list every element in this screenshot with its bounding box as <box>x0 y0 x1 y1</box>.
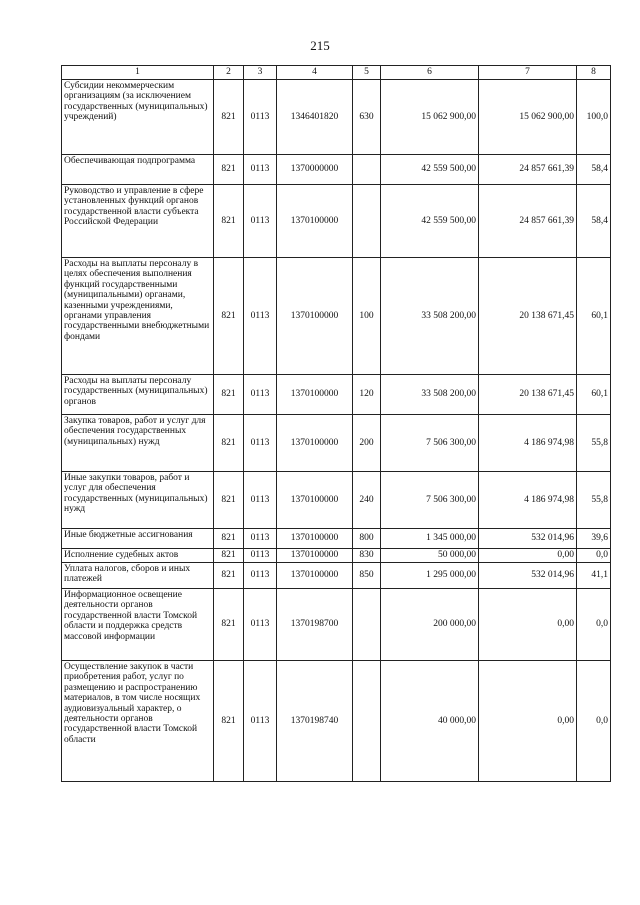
grbs-code-cell: 821 <box>214 80 244 155</box>
grbs-code-cell: 821 <box>214 661 244 782</box>
table-row <box>62 375 611 415</box>
planned-amount-cell: 15 062 900,00 <box>381 80 479 155</box>
planned-amount-cell: 7 506 300,00 <box>381 472 479 529</box>
expense-type-cell: 120 <box>353 375 381 415</box>
table-row <box>62 661 611 782</box>
expense-name-cell: Расходы на выплаты персоналу государственных (муниципальных) органов <box>62 375 214 415</box>
expense-name-cell: Руководство и управление в сфере установленных функций органов государственной власти субъекта Российской Федерации <box>62 185 214 258</box>
grbs-code-cell: 821 <box>214 589 244 661</box>
header-row <box>62 66 611 80</box>
grbs-code-cell: 821 <box>214 258 244 375</box>
table-row <box>62 589 611 661</box>
execution-percent-cell: 0,0 <box>577 589 611 661</box>
section-code-cell: 0113 <box>244 258 277 375</box>
expense-name-cell: Иные бюджетные ассигнования <box>62 529 214 549</box>
executed-amount-cell: 15 062 900,00 <box>479 80 577 155</box>
section-code-cell: 0113 <box>244 375 277 415</box>
target-code-cell: 1370198700 <box>277 589 353 661</box>
planned-amount-cell: 1 345 000,00 <box>381 529 479 549</box>
section-code-cell: 0113 <box>244 549 277 563</box>
table-row <box>62 80 611 155</box>
execution-percent-cell: 55,8 <box>577 415 611 472</box>
section-code-cell: 0113 <box>244 661 277 782</box>
executed-amount-cell: 4 186 974,98 <box>479 472 577 529</box>
table-row <box>62 472 611 529</box>
header-cell: 2 <box>214 66 244 80</box>
grbs-code-cell: 821 <box>214 185 244 258</box>
target-code-cell: 1370000000 <box>277 155 353 185</box>
table-row <box>62 563 611 589</box>
expense-type-cell <box>353 589 381 661</box>
planned-amount-cell: 33 508 200,00 <box>381 258 479 375</box>
target-code-cell: 1370100000 <box>277 563 353 589</box>
section-code-cell: 0113 <box>244 415 277 472</box>
executed-amount-cell: 4 186 974,98 <box>479 415 577 472</box>
execution-percent-cell: 58,4 <box>577 185 611 258</box>
execution-percent-cell: 0,0 <box>577 661 611 782</box>
planned-amount-cell: 200 000,00 <box>381 589 479 661</box>
table-row <box>62 415 611 472</box>
planned-amount-cell: 1 295 000,00 <box>381 563 479 589</box>
expense-name-cell: Иные закупки товаров, работ и услуг для обеспечения государственных (муниципальных) нужд <box>62 472 214 529</box>
header-cell: 3 <box>244 66 277 80</box>
expense-type-cell: 100 <box>353 258 381 375</box>
target-code-cell: 1370100000 <box>277 185 353 258</box>
target-code-cell: 1370100000 <box>277 375 353 415</box>
executed-amount-cell: 24 857 661,39 <box>479 155 577 185</box>
header-cell: 6 <box>381 66 479 80</box>
expense-type-cell: 800 <box>353 529 381 549</box>
section-code-cell: 0113 <box>244 80 277 155</box>
planned-amount-cell: 33 508 200,00 <box>381 375 479 415</box>
expense-name-cell: Обеспечивающая подпрограмма <box>62 155 214 185</box>
table-row <box>62 258 611 375</box>
executed-amount-cell: 0,00 <box>479 661 577 782</box>
execution-percent-cell: 55,8 <box>577 472 611 529</box>
section-code-cell: 0113 <box>244 589 277 661</box>
executed-amount-cell: 532 014,96 <box>479 563 577 589</box>
expense-type-cell <box>353 185 381 258</box>
section-code-cell: 0113 <box>244 529 277 549</box>
table-row <box>62 155 611 185</box>
planned-amount-cell: 50 000,00 <box>381 549 479 563</box>
grbs-code-cell: 821 <box>214 415 244 472</box>
expense-name-cell: Расходы на выплаты персоналу в целях обеспечения выполнения функций государственными (муниципальными) органами, казенными учреждениями, органами управления государственными внебюджетными фондами <box>62 258 214 375</box>
section-code-cell: 0113 <box>244 563 277 589</box>
executed-amount-cell: 532 014,96 <box>479 529 577 549</box>
execution-percent-cell: 41,1 <box>577 563 611 589</box>
page-number: 215 <box>310 38 330 53</box>
executed-amount-cell: 0,00 <box>479 589 577 661</box>
executed-amount-cell: 0,00 <box>479 549 577 563</box>
header-cell: 1 <box>62 66 214 80</box>
expense-name-cell: Информационное освещение деятельности органов государственной власти Томской области и поддержка средств массовой информации <box>62 589 214 661</box>
execution-percent-cell: 39,6 <box>577 529 611 549</box>
executed-amount-cell: 20 138 671,45 <box>479 375 577 415</box>
budget-table <box>61 65 611 782</box>
target-code-cell: 1370100000 <box>277 415 353 472</box>
grbs-code-cell: 821 <box>214 375 244 415</box>
table-row <box>62 529 611 549</box>
grbs-code-cell: 821 <box>214 472 244 529</box>
execution-percent-cell: 60,1 <box>577 375 611 415</box>
expense-type-cell: 850 <box>353 563 381 589</box>
target-code-cell: 1370100000 <box>277 472 353 529</box>
section-code-cell: 0113 <box>244 185 277 258</box>
expense-type-cell: 630 <box>353 80 381 155</box>
header-cell: 8 <box>577 66 611 80</box>
expense-name-cell: Уплата налогов, сборов и иных платежей <box>62 563 214 589</box>
planned-amount-cell: 40 000,00 <box>381 661 479 782</box>
execution-percent-cell: 0,0 <box>577 549 611 563</box>
execution-percent-cell: 100,0 <box>577 80 611 155</box>
expense-name-cell: Закупка товаров, работ и услуг для обеспечения государственных (муниципальных) нужд <box>62 415 214 472</box>
target-code-cell: 1370100000 <box>277 549 353 563</box>
execution-percent-cell: 58,4 <box>577 155 611 185</box>
expense-type-cell: 240 <box>353 472 381 529</box>
grbs-code-cell: 821 <box>214 155 244 185</box>
expense-name-cell: Осуществление закупок в части приобретения работ, услуг по размещению и распространению материалов, в том числе носящих аудиовизуальный характер, о деятельности органов государственной власти Томской области <box>62 661 214 782</box>
expense-name-cell: Субсидии некоммерческим организациям (за исключением государственных (муниципальных) учреждений) <box>62 80 214 155</box>
target-code-cell: 1346401820 <box>277 80 353 155</box>
planned-amount-cell: 42 559 500,00 <box>381 185 479 258</box>
header-cell: 4 <box>277 66 353 80</box>
section-code-cell: 0113 <box>244 472 277 529</box>
expense-type-cell <box>353 661 381 782</box>
expense-type-cell: 200 <box>353 415 381 472</box>
planned-amount-cell: 7 506 300,00 <box>381 415 479 472</box>
target-code-cell: 1370198740 <box>277 661 353 782</box>
execution-percent-cell: 60,1 <box>577 258 611 375</box>
target-code-cell: 1370100000 <box>277 529 353 549</box>
expense-name-cell: Исполнение судебных актов <box>62 549 214 563</box>
expense-type-cell <box>353 155 381 185</box>
grbs-code-cell: 821 <box>214 563 244 589</box>
planned-amount-cell: 42 559 500,00 <box>381 155 479 185</box>
table-row <box>62 549 611 563</box>
executed-amount-cell: 24 857 661,39 <box>479 185 577 258</box>
table-row <box>62 185 611 258</box>
grbs-code-cell: 821 <box>214 529 244 549</box>
section-code-cell: 0113 <box>244 155 277 185</box>
executed-amount-cell: 20 138 671,45 <box>479 258 577 375</box>
header-cell: 5 <box>353 66 381 80</box>
target-code-cell: 1370100000 <box>277 258 353 375</box>
grbs-code-cell: 821 <box>214 549 244 563</box>
expense-type-cell: 830 <box>353 549 381 563</box>
header-cell: 7 <box>479 66 577 80</box>
